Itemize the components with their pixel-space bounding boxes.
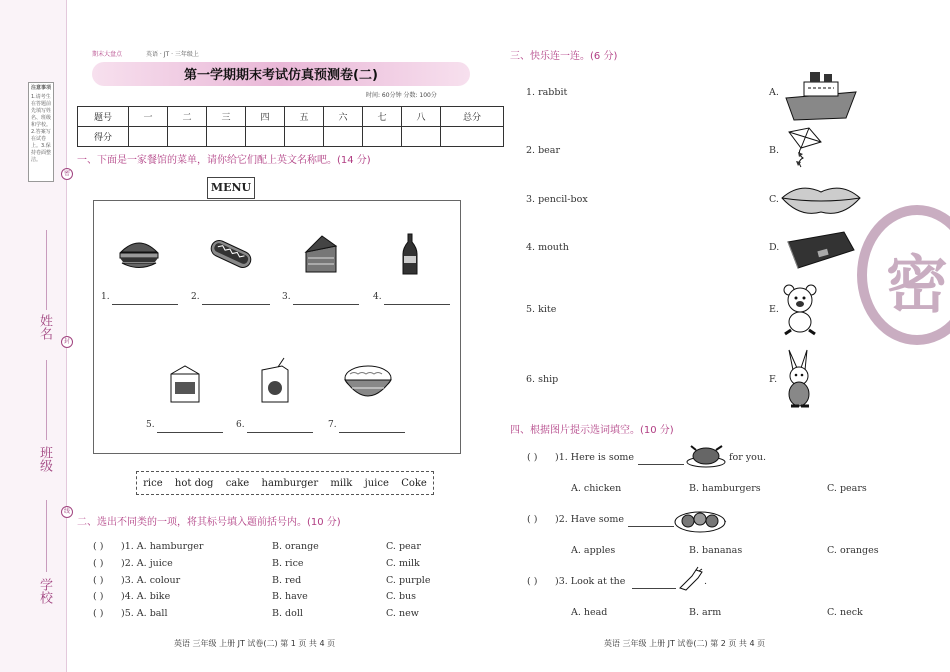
coke-bottle-icon [401,232,419,276]
score-header-cell: 五 [285,107,324,127]
score-header-cell: 总分 [441,107,504,127]
question-paren[interactable]: ( ) [93,608,104,619]
ship-icon [782,68,860,122]
question-paren[interactable]: ( ) [93,541,104,552]
blank-number-2: 2. [191,292,200,302]
option-c: C. neck [827,607,863,618]
milk-carton-icon [167,362,203,404]
score-cell[interactable] [246,127,285,147]
time-score-line: 时间: 60分钟 分数: 100分 [366,92,437,99]
answer-blank-5[interactable] [157,432,223,433]
score-header-cell: 七 [363,107,402,127]
question-tail: . [704,576,708,587]
score-cell[interactable] [168,127,207,147]
school-line [46,500,47,572]
answer-blank-1[interactable] [112,304,178,305]
answer-blank-7[interactable] [339,432,405,433]
menu-label: MENU [207,177,255,199]
question-stem: )3. Look at the [555,576,626,587]
cake-icon [302,232,340,274]
arm-icon [678,566,706,592]
seal-line-mark-2: 封 [61,336,73,348]
class-line [46,360,47,440]
word-bank [136,471,434,495]
option-b: B. bananas [689,545,743,556]
question-tail: . [724,514,728,525]
word-bank-item: hamburger [261,477,319,489]
question-option-c: C. pear [386,541,421,552]
section1-title: 一、下面是一家餐馆的菜单，请你给它们配上英文名称吧。(14 分) [77,155,371,166]
blank-number-7: 7. [328,420,337,430]
blank-number-3: 3. [282,292,291,302]
question-option-b: B. red [272,575,302,586]
field-name-label: 姓名 [37,314,52,340]
option-b: B. hamburgers [689,483,761,494]
notice-box [28,82,54,182]
score-cell[interactable] [441,127,504,147]
field-class-label: 班级 [37,446,52,472]
question-option-b: B. have [272,591,308,602]
notice-text: 1.请考生在答题前先填写姓名、班级和学校。2.答案写在试卷上。3.保持卷面整洁。 [31,94,52,163]
question-option-a: )5. A. ball [121,608,168,619]
option-a: A. head [571,607,608,618]
question-option-a: )1. A. hamburger [121,541,204,552]
match-word-1: 1. rabbit [526,87,568,98]
rice-bowl-icon [342,362,394,404]
oranges-plate-icon [674,508,726,534]
hot-dog-icon [208,234,254,274]
fill-blank-2[interactable] [628,526,674,527]
match-word-2: 2. bear [526,145,560,156]
subject-line: 英语 · JT · 三年级上 [146,51,199,58]
match-letter-b: B. [769,145,780,156]
field-school-label: 学校 [37,578,52,604]
fill-blank-3[interactable] [632,588,676,589]
answer-blank-4[interactable] [384,304,450,305]
word-bank-item: rice [143,477,163,489]
seal-line-mark-3: 线 [61,506,73,518]
score-table [77,106,504,147]
question-option-a: )2. A. juice [121,558,173,569]
score-row-label: 得分 [78,127,129,147]
word-bank-item: milk [330,477,353,489]
score-table-header-row [78,107,504,127]
question-paren[interactable]: ( ) [527,514,538,525]
hamburger-icon [118,236,160,274]
blank-number-1: 1. [101,292,110,302]
option-c: C. pears [827,483,867,494]
blank-number-4: 4. [373,292,382,302]
match-letter-a: A. [769,87,779,98]
footer-left: 英语 三年级 上册 JT 试卷(二) 第 1 页 共 4 页 [174,639,336,648]
score-cell[interactable] [285,127,324,147]
option-a: A. chicken [571,483,622,494]
match-letter-f: F. [769,374,778,385]
match-word-3: 3. pencil-box [526,194,588,205]
score-cell[interactable] [324,127,363,147]
match-letter-e: E. [769,304,779,315]
score-header-cell: 二 [168,107,207,127]
name-line [46,230,47,310]
question-stem: )1. Here is some [555,452,635,463]
score-cell[interactable] [207,127,246,147]
question-tail: for you. [729,452,767,463]
score-cell[interactable] [129,127,168,147]
question-option-a: )4. A. bike [121,591,171,602]
match-letter-c: C. [769,194,779,205]
question-paren[interactable]: ( ) [93,575,104,586]
question-paren[interactable]: ( ) [93,558,104,569]
question-option-b: B. rice [272,558,304,569]
seal-line-mark-1: 密 [61,168,73,180]
score-cell[interactable] [363,127,402,147]
match-word-6: 6. ship [526,374,559,385]
match-word-4: 4. mouth [526,242,569,253]
question-option-c: C. milk [386,558,420,569]
score-header-cell: 八 [402,107,441,127]
question-option-b: B. orange [272,541,319,552]
question-option-c: C. new [386,608,419,619]
rabbit-icon [783,348,815,412]
score-table-score-row [78,127,504,147]
fill-blank-1[interactable] [638,464,684,465]
score-cell[interactable] [402,127,441,147]
score-header-cell: 六 [324,107,363,127]
kite-icon [783,124,827,168]
section3-title: 三、快乐连一连。(6 分) [510,51,618,62]
word-bank-item: juice [364,477,389,489]
question-stem: )2. Have some [555,514,624,525]
option-b: B. arm [689,607,722,618]
juice-box-icon [258,358,292,404]
pencil-box-icon [784,228,856,274]
word-bank-item: Coke [401,477,427,489]
answer-blank-3[interactable] [293,304,359,305]
page-title: 第一学期期末考试仿真预测卷(二) [184,68,378,83]
option-a: A. apples [571,545,616,556]
roast-chicken-icon [686,444,726,468]
word-bank-item: hot dog [174,477,214,489]
match-word-5: 5. kite [526,304,557,315]
question-option-a: )3. A. colour [121,575,181,586]
section4-title: 四、根据图片提示选词填空。(10 分) [510,425,674,436]
bear-icon [779,282,821,336]
score-header-cell: 四 [246,107,285,127]
answer-blank-2[interactable] [202,304,270,305]
question-paren[interactable]: ( ) [527,452,538,463]
answer-blank-6[interactable] [247,432,313,433]
question-paren[interactable]: ( ) [527,576,538,587]
brand-label: 期末大盘点 [92,51,123,58]
blank-number-6: 6. [236,420,245,430]
word-bank-item: cake [225,477,250,489]
question-option-c: C. bus [386,591,417,602]
section2-title: 二、选出不同类的一项，将其标号填入题前括号内。(10 分) [77,517,341,528]
score-header-cell: 三 [207,107,246,127]
confidential-seal: 密 [857,205,950,345]
question-option-c: C. purple [386,575,431,586]
mouth-icon [780,184,862,216]
score-header-cell: 一 [129,107,168,127]
option-c: C. oranges [827,545,879,556]
blank-number-5: 5. [146,420,155,430]
question-paren[interactable]: ( ) [93,591,104,602]
notice-title: 注意事项 [31,85,52,91]
match-letter-d: D. [769,242,780,253]
score-header-cell: 题号 [78,107,129,127]
question-option-b: B. doll [272,608,303,619]
footer-right: 英语 三年级 上册 JT 试卷(二) 第 2 页 共 4 页 [604,639,766,648]
